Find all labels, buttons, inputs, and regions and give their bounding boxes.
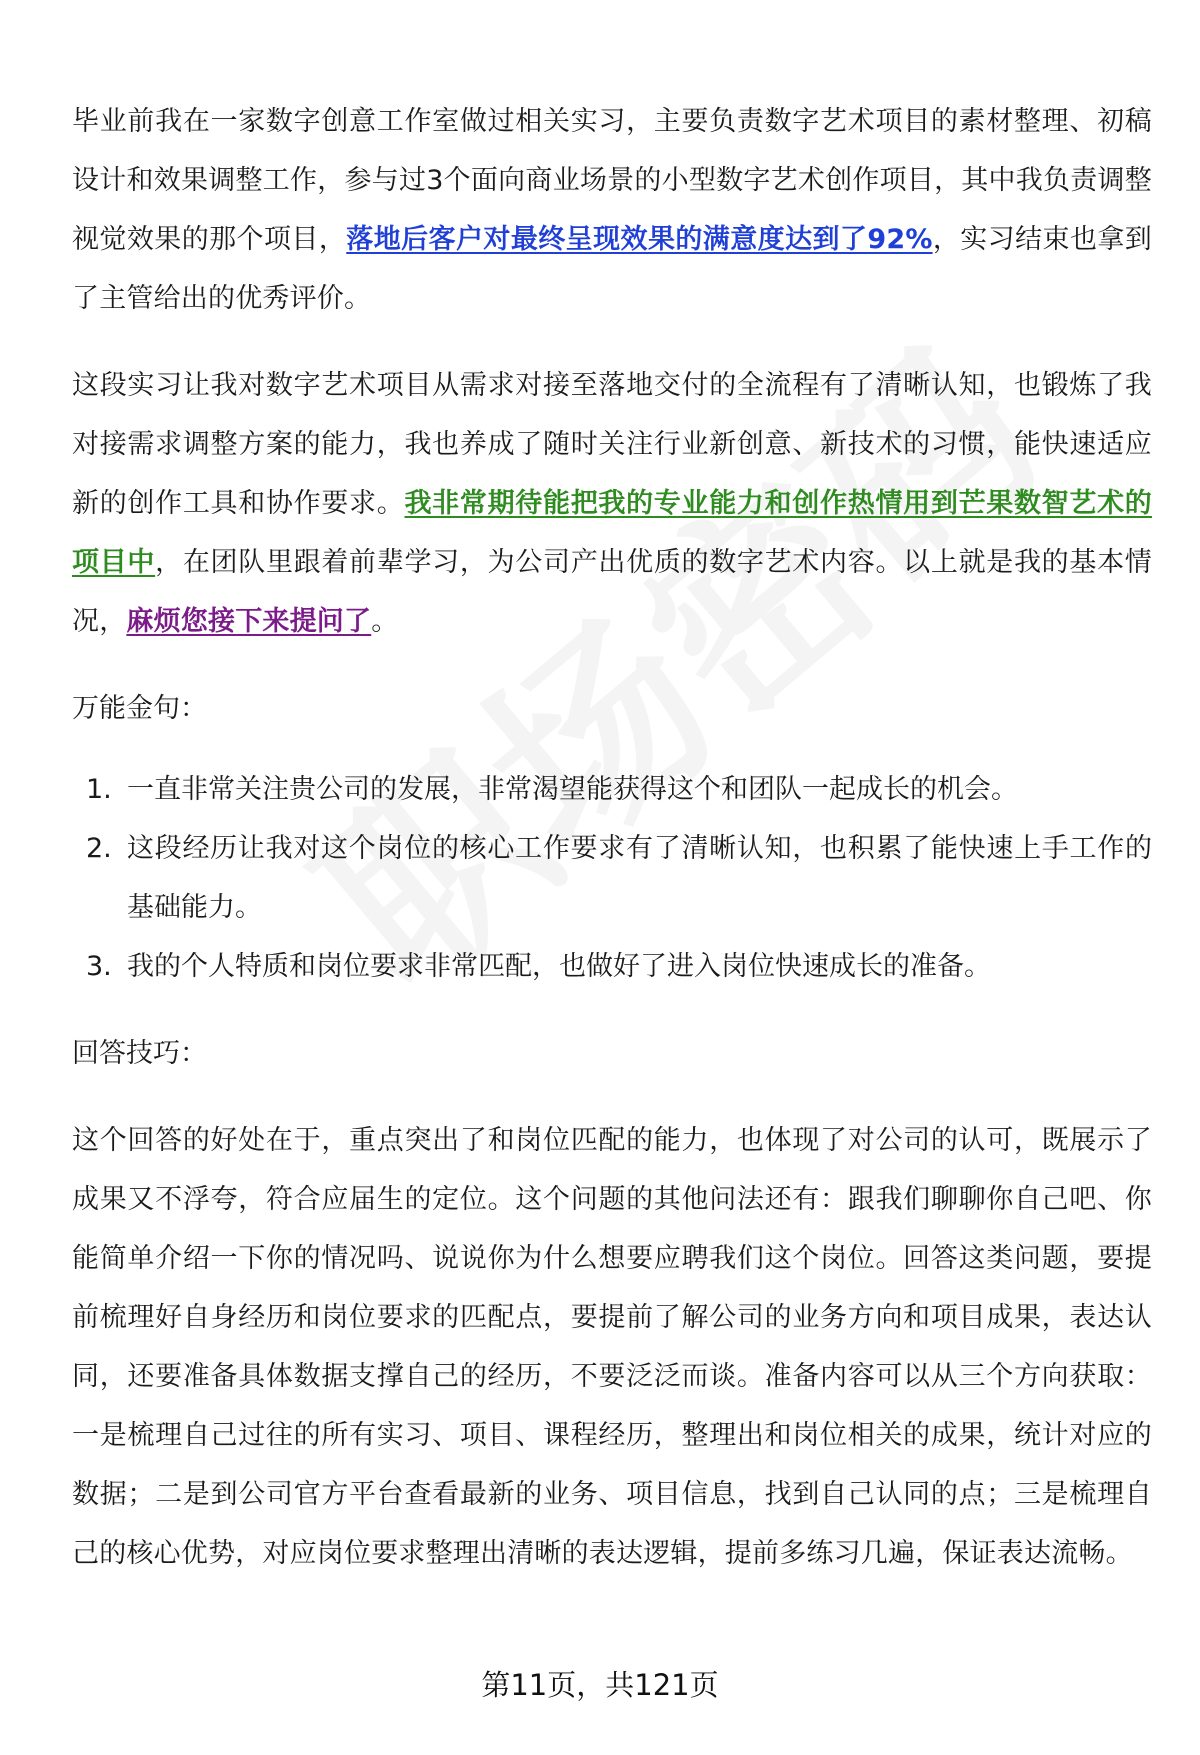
page-number: 第11页，共121页 xyxy=(481,1668,719,1702)
list-number: 1. xyxy=(86,774,112,805)
tips-heading: 回答技巧： xyxy=(72,1038,207,1069)
highlight-satisfaction: 落地后客户对最终呈现效果的满意度达到了92% xyxy=(346,224,933,255)
phrases-list xyxy=(72,760,1152,996)
paragraph-text: 这段实习让我对数字艺术项目从需求对接至落地交付的全流程有了清晰认知，也锻炼了我对接需求调整方案的能力，我也养成了随时关注行业新创意、新技术的习惯，能快速适应新的创作工具和协作要求。 xyxy=(72,370,1152,519)
list-item xyxy=(72,819,1152,937)
highlight-expectation: 我非常期待能把我的专业能力和创作热情用到芒果数智艺术的项目中 xyxy=(72,488,1152,578)
list-number: 3. xyxy=(86,951,112,982)
list-number: 2. xyxy=(86,833,112,864)
paragraph-text: ，在团队里跟着前辈学习，为公司产出优质的数字艺术内容。以上就是我的基本情况， xyxy=(72,547,1152,637)
paragraph-text: ，实习结束也拿到了主管给出的优秀评价。 xyxy=(72,224,1153,314)
list-text: 一直非常关注贵公司的发展，非常渴望能获得这个和团队一起成长的机会。 xyxy=(127,774,1018,805)
highlight-closing: 麻烦您接下来提问了 xyxy=(126,606,372,637)
list-text: 我的个人特质和岗位要求非常匹配，也做好了进入岗位快速成长的准备。 xyxy=(127,951,991,982)
list-text: 这段经历让我对这个岗位的核心工作要求有了清晰认知，也积累了能快速上手工作的基础能力。 xyxy=(127,833,1152,923)
paragraph-internship xyxy=(72,92,1152,328)
paragraph-text: 。 xyxy=(371,606,399,637)
tips-paragraph: 这个回答的好处在于，重点突出了和岗位匹配的能力，也体现了对公司的认可，既展示了成果又不浮夸，符合应届生的定位。这个问题的其他问法还有：跟我们聊聊你自己吧、你能简单介绍一下你的情况吗、说说你为什么想要应聘我们这个岗位。回答这类问题，要提前梳理好自身经历和岗位要求的匹配点，要提前了解公司的业务方向和项目成果，表达认同，还要准备具体数据支撑自己的经历，不要泛泛而谈。准备内容可以从三个方向获取：一是梳理自己过往的所有实习、项目、课程经历，整理出和岗位相关的成果，统计对应的数据；二是到公司官方平台查看最新的业务、项目信息，找到自己认同的点；三是梳理自己的核心优势，对应岗位要求整理出清晰的表达逻辑，提前多练习几遍，保证表达流畅。 xyxy=(72,1125,1152,1569)
paragraph-summary xyxy=(72,356,1152,651)
list-item xyxy=(72,937,1152,996)
document-page xyxy=(72,92,1152,1583)
phrases-heading: 万能金句： xyxy=(72,693,207,724)
paragraph-text: 毕业前我在一家数字创意工作室做过相关实习，主要负责数字艺术项目的素材整理、初稿设计和效果调整工作，参与过3个面向商业场景的小型数字艺术创作项目，其中我负责调整视觉效果的那个项目， xyxy=(72,106,1152,255)
list-item xyxy=(72,760,1152,819)
